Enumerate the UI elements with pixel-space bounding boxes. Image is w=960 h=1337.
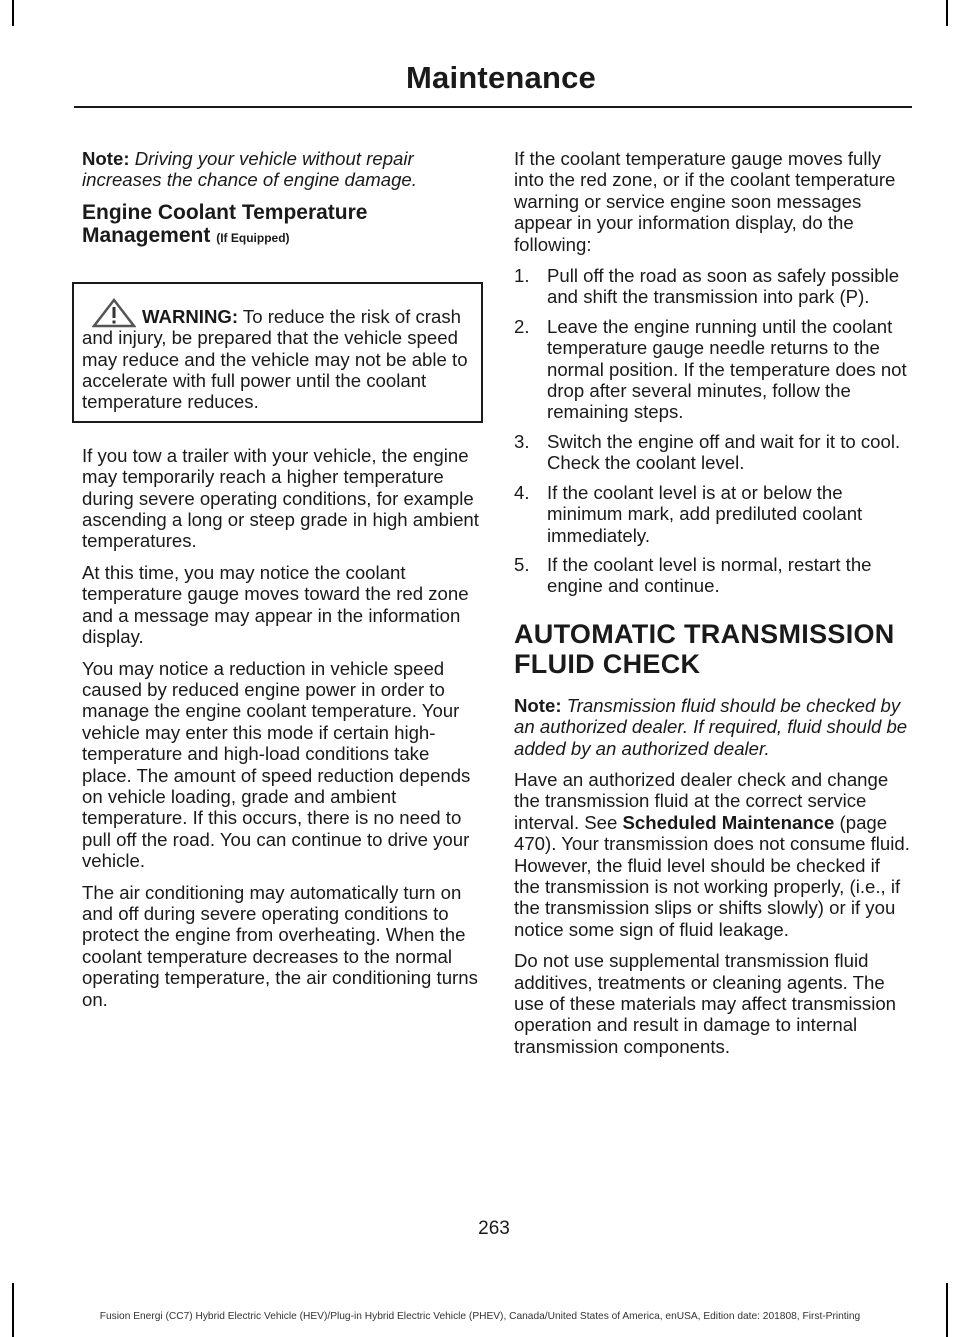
page-number: 263 xyxy=(478,1218,510,1239)
step-text: Pull off the road as soon as safely possible and shift the transmission into park (P). xyxy=(547,265,900,308)
warning-box xyxy=(72,282,483,423)
warning-triangle-icon xyxy=(92,298,136,328)
step-number: 3. xyxy=(514,430,530,452)
section-heading-text: Engine Coolant Temperature Management xyxy=(82,200,368,247)
list-item xyxy=(514,431,910,474)
crop-mark-bottom-right xyxy=(946,1283,948,1337)
paragraph-gauge: At this time, you may notice the coolant temperature gauge moves toward the red zone and a message may appear in the information display. xyxy=(82,561,469,648)
step-text: Leave the engine running until the coolant temperature gauge needle returns to the normal position. If the temperature does not drop after several minutes, follow the remaining steps. xyxy=(547,315,907,423)
list-item xyxy=(514,554,910,597)
note-text: Driving your vehicle without repair increases the chance of engine damage. xyxy=(82,148,417,191)
step-number: 4. xyxy=(514,481,530,503)
list-item xyxy=(514,316,910,423)
paragraph-air-conditioning: The air conditioning may automatically turn on and off during severe operating conditions to protect the engine from overheating. When the coolant temperature decreases to the normal operating temperature, the air conditioning turns on. xyxy=(82,881,478,1010)
list-item xyxy=(514,265,910,308)
section-heading-suffix: (If Equipped) xyxy=(216,230,290,245)
paragraph-text: Have an authorized dealer check and change the transmission fluid at the correct service interval. See xyxy=(514,768,889,833)
list-item xyxy=(514,482,910,546)
warning-text: To reduce the risk of crash and injury, be prepared that the vehicle speed may reduce and the vehicle may not be able to accelerate with full power until the coolant temperature reduces. xyxy=(82,305,468,413)
section-heading xyxy=(82,201,480,250)
step-number: 1. xyxy=(514,265,530,287)
left-column xyxy=(82,148,480,1020)
step-text: If the coolant level is at or below the minimum mark, add prediluted coolant immediately. xyxy=(547,481,863,546)
paragraph-speed-reduction: You may notice a reduction in vehicle speed caused by reduced engine power in order to manage the engine coolant temperature. Your vehicle may enter this mode if certain high-temperature and high-load conditions take place. The amount of speed reduction depends on vehicle loading, grade and ambient temperature. If this occurs, there is no need to pull off the road. You can continue to drive your vehicle. xyxy=(82,657,471,872)
scheduled-maintenance-link[interactable]: Scheduled Maintenance xyxy=(622,811,835,833)
paragraph-additives: Do not use supplemental transmission fluid additives, treatments or cleaning agents. The use of these materials may affect transmission operation and result in damage to internal transmission components. xyxy=(514,950,897,1057)
right-column xyxy=(514,148,910,1067)
step-number: 5. xyxy=(514,553,530,575)
transmission-heading: AUTOMATIC TRANSMISSION FLUID CHECK xyxy=(514,618,895,679)
note-label: Note: xyxy=(82,148,130,169)
paragraph-intro: If the coolant temperature gauge moves fully into the red zone, or if the coolant temperature warning or service engine soon messages appear in your information display, do the following: xyxy=(514,148,896,255)
crop-mark-bottom-left xyxy=(12,1283,14,1337)
footer-text: Fusion Energi (CC7) Hybrid Electric Vehicle (HEV)/Plug-in Hybrid Electric Vehicle (PHEV), Canada/United States of America, enUSA, Edition date: 201808, First-Printing xyxy=(99,1311,861,1322)
note-text: Transmission fluid should be checked by an authorized dealer. If required, fluid should be added by an authorized dealer. xyxy=(514,694,908,759)
header-rule xyxy=(74,106,912,108)
paragraph-tow: If you tow a trailer with your vehicle, the engine may temporarily reach a higher temperature during severe operating conditions, for example ascending a long or steep grade in high ambient temperatures. xyxy=(82,444,479,552)
note xyxy=(82,148,480,191)
step-text: If the coolant level is normal, restart the engine and continue. xyxy=(547,553,872,597)
paragraph-dealer-check xyxy=(514,769,910,940)
step-number: 2. xyxy=(514,315,530,337)
steps-list xyxy=(514,265,910,597)
crop-mark-top-right xyxy=(946,0,948,26)
paragraph-text: (page 470). Your transmission does not consume fluid. However, the fluid level should be checked if the transmission is not working properly, (i.e., if the transmission slips or shifts slowly) or if you notice some sign of fluid leakage. xyxy=(514,811,910,940)
warning-label: WARNING: xyxy=(142,305,239,327)
step-text: Switch the engine off and wait for it to cool. Check the coolant level. xyxy=(547,430,901,474)
page-title: Maintenance xyxy=(406,60,596,95)
note xyxy=(514,695,910,759)
note-label: Note: xyxy=(514,694,562,716)
crop-mark-top-left xyxy=(12,0,14,26)
